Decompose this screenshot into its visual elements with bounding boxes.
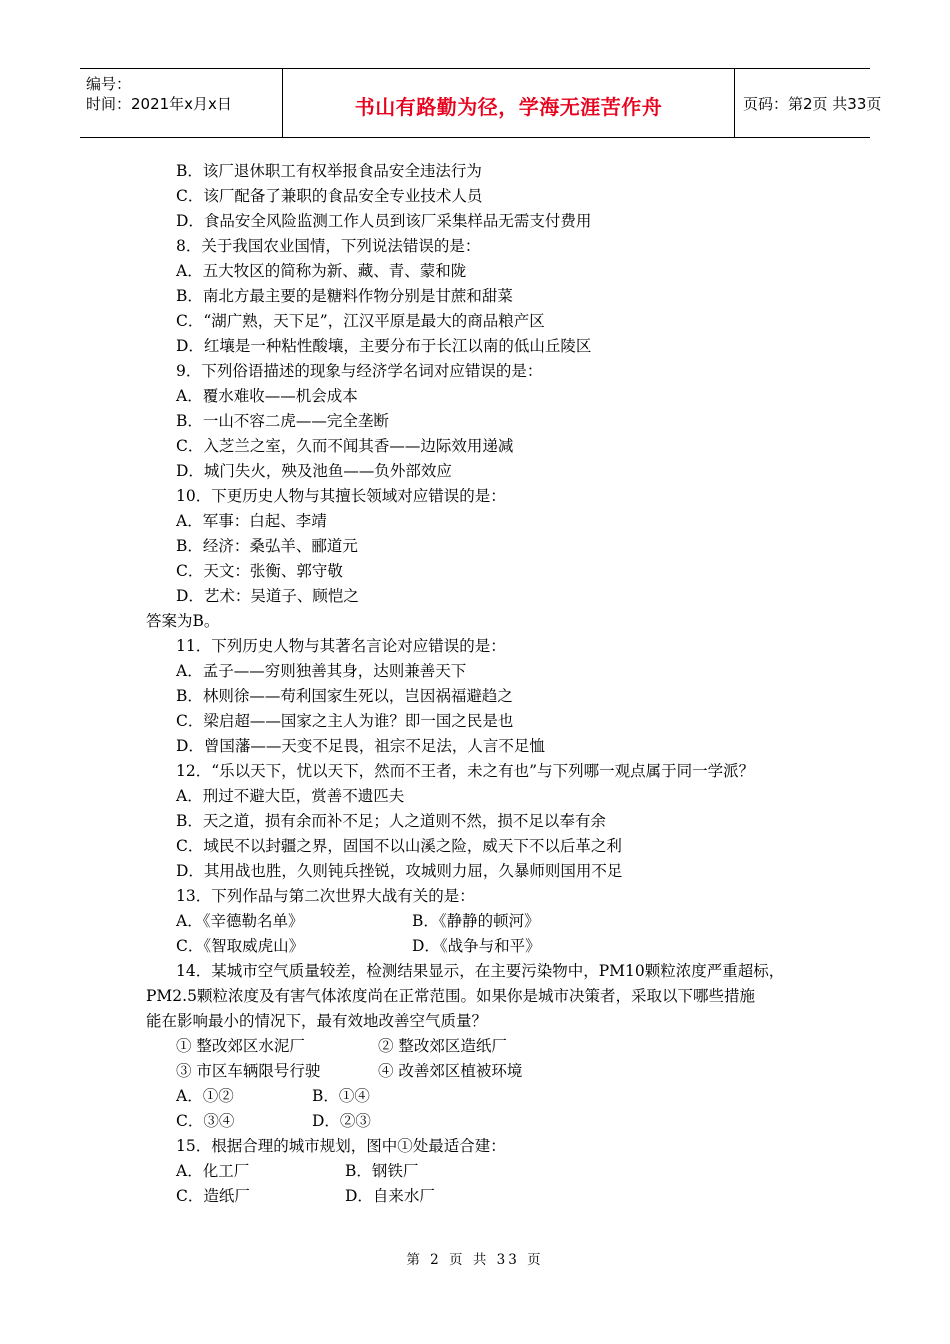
text-line: C．该厂配备了兼职的食品安全专业技术人员: [176, 187, 483, 205]
text-line: D．城门失火，殃及池鱼——负外部效应: [176, 462, 452, 480]
q14-item: ② 整改郊区造纸厂: [378, 1037, 507, 1055]
q14-option: B．①④: [312, 1087, 370, 1105]
q14-item: ④ 改善郊区植被环境: [378, 1062, 523, 1080]
q15-option: B．钢铁厂: [345, 1162, 419, 1180]
q13-option: C．《智取威虎山》: [176, 937, 305, 955]
number-label: 编号：: [86, 75, 132, 93]
text-line: B．经济：桑弘羊、郦道元: [176, 537, 358, 555]
text-line: C．域民不以封疆之界，固国不以山溪之险，威天下不以后革之利: [176, 837, 622, 855]
motto-text: 书山有路勤为径，学海无涯苦作舟: [354, 95, 663, 119]
text-line: C．梁启超——国家之主人为谁？即一国之民是也: [176, 712, 514, 730]
text-line: D．食品安全风险监测工作人员到该厂采集样品无需支付费用: [176, 212, 592, 230]
answer-line: 答案为B。: [146, 612, 220, 630]
text-line: A．五大牧区的简称为新、藏、青、蒙和陇: [176, 262, 467, 280]
question-12: 12．“乐以天下，忧以天下，然而不王者，未之有也”与下列哪一观点属于同一学派？: [176, 762, 755, 780]
question-15: 15．根据合理的城市规划，图中①处最适合建：: [176, 1137, 506, 1155]
text-line: B．南北方最主要的是糖料作物分别是甘蔗和甜菜: [176, 287, 513, 305]
q14-item: ③ 市区车辆限号行驶: [176, 1062, 321, 1080]
text-line: D．艺术：吴道子、顾恺之: [176, 587, 359, 605]
question-11: 11．下列历史人物与其著名言论对应错误的是：: [176, 637, 506, 655]
question-13: 13．下列作品与第二次世界大战有关的是：: [176, 887, 475, 905]
text-line: A．刑过不避大臣，赏善不遗匹夫: [176, 787, 405, 805]
q15-option: A．化工厂: [176, 1162, 250, 1180]
question-9: 9．下列俗语描述的现象与经济学名词对应错误的是：: [176, 362, 543, 380]
question-10: 10．下更历史人物与其擅长领域对应错误的是：: [176, 487, 506, 505]
text-line: 能在影响最小的情况下，最有效地改善空气质量？: [146, 1012, 488, 1030]
header-motto-cell: [283, 69, 735, 137]
question-8: 8．关于我国农业国情，下列说法错误的是：: [176, 237, 481, 255]
question-14: 14．某城市空气质量较差，检测结果显示，在主要污染物中，PM10颗粒浓度严重超标，: [176, 962, 785, 980]
page-footer: 第 2 页 共 33 页: [406, 1252, 544, 1268]
text-line: B．该厂退休职工有权举报食品安全违法行为: [176, 162, 482, 180]
text-line: B．一山不容二虎——完全垄断: [176, 412, 389, 430]
q14-option: C．③④: [176, 1112, 235, 1130]
q14-option: D．②③: [312, 1112, 371, 1130]
text-line: B．天之道，损有余而补不足；人之道则不然，损不足以奉有余: [176, 812, 606, 830]
text-line: A．覆水难收——机会成本: [176, 387, 358, 405]
q13-option: A．《辛德勒名单》: [176, 912, 304, 930]
text-line: B．林则徐——苟利国家生死以，岂因祸福避趋之: [176, 687, 513, 705]
date-label: 时间：2021年x月x日: [86, 95, 232, 113]
text-line: D．曾国藩——天变不足畏，祖宗不足法，人言不足恤: [176, 737, 545, 755]
q14-item: ① 整改郊区水泥厂: [176, 1037, 305, 1055]
page-info: 页码：第2页 共33页: [743, 95, 882, 113]
q13-option: D．《战争与和平》: [412, 937, 541, 955]
text-line: D．红壤是一种粘性酸壤，主要分布于长江以南的低山丘陵区: [176, 337, 592, 355]
text-line: C．天文：张衡、郭守敬: [176, 562, 343, 580]
header-page-cell: [735, 69, 882, 137]
q14-option: A．①②: [176, 1087, 234, 1105]
text-line: PM2.5颗粒浓度及有害气体浓度尚在正常范围。如果你是城市决策者，采取以下哪些措施: [146, 987, 755, 1005]
q15-option: C．造纸厂: [176, 1187, 250, 1205]
text-line: C．“湖广熟，天下足”，江汉平原是最大的商品粮产区: [176, 312, 545, 330]
page-header: [80, 68, 882, 138]
text-line: C．入芝兰之室，久而不闻其香——边际效用递减: [176, 437, 514, 455]
text-line: A．军事：白起、李靖: [176, 512, 327, 530]
text-line: D．其用战也胜，久则钝兵挫锐，攻城则力屈，久暴师则国用不足: [176, 862, 623, 880]
text-line: A．孟子——穷则独善其身，达则兼善天下: [176, 662, 467, 680]
q15-option: D．自来水厂: [345, 1187, 435, 1205]
q13-option: B．《静静的顿河》: [412, 912, 540, 930]
header-meta: [80, 69, 283, 137]
